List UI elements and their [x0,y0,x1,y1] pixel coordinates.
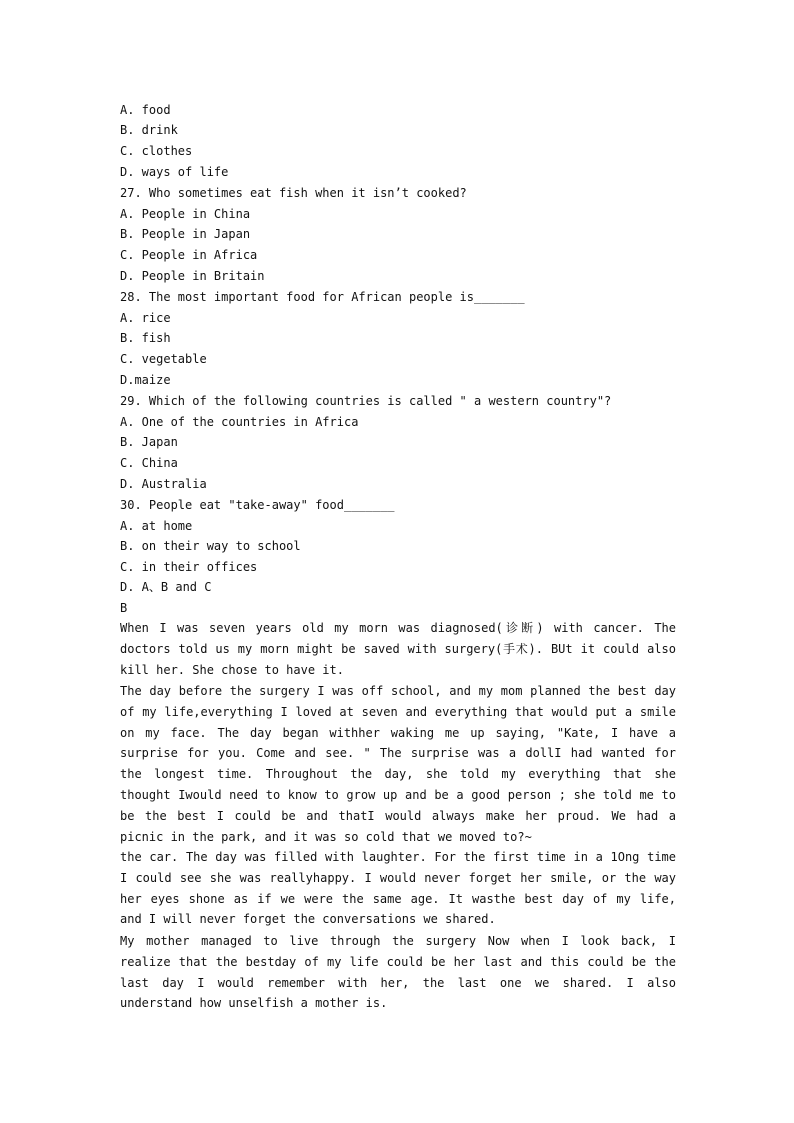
q29-option-a: A. One of the countries in Africa [120,415,359,429]
passage-b-label: B [120,601,128,615]
passage-paragraph-1: When I was seven years old my morn was diagnosed(诊断) with cancer. The doctors told us my morn might be saved with surgery(手术). BUt it could also kill her. She chose to have it. [120,621,676,677]
q26-option-b: B. drink [120,123,178,137]
q27-option-b: B. People in Japan [120,227,251,241]
q27-option-c: C. People in Africa [120,248,258,262]
q27-question: 27. Who sometimes eat fish when it isn’t cooked? [120,186,467,200]
q26-option-a: A. food [120,103,171,117]
q28-option-c: C. vegetable [120,352,207,366]
q29-question: 29. Which of the following countries is called " a western country"? [120,394,612,408]
passage-paragraph-4: My mother managed to live through the surgery Now when I look back, I realize that the bestday of my life could be her last and this could be the last day I would remember with her, the last one we shared. I also understand how unselfish a mother is. [120,934,676,1011]
q26-option-d: D. ways of life [120,165,229,179]
q28-option-d: D.maize [120,373,171,387]
q30-option-b: B. on their way to school [120,539,301,553]
q29-option-b: B. Japan [120,435,178,449]
q27-option-d: D. People in Britain [120,269,265,283]
q27-option-a: A. People in China [120,207,251,221]
q29-option-c: C. China [120,456,178,470]
q30-option-c: C. in their offices [120,560,258,574]
passage-paragraph-2: The day before the surgery I was off school, and my mom planned the best day of my life,everything I loved at seven and everything that would put a smile on my face. The day began withher waking me up saying, "Kate, I have a surprise for you. Come and see. " The surprise was a dollI had wanted for the longest time. Throughout the day, she told my everything that she thought Iwould need to know to grow up and be a good person ; she told me to be the best I could be and thatI would always make her proud. We had a picnic in the park, and it was so cold that we moved to?~ [120,684,676,844]
q28-option-b: B. fish [120,331,171,345]
q30-question: 30. People eat "take-away" food_______ [120,498,395,512]
q28-option-a: A. rice [120,311,171,325]
q28-question: 28. The most important food for African people is_______ [120,290,525,304]
q30-option-d: D. A、B and C [120,580,212,594]
passage-paragraph-3: the car. The day was filled with laughter. For the first time in a 1Ong time I could see she was reallyhappy. I would never forget her smile, or the way her eyes shone as if we were the same age. It wasthe best day of my life, and I will never forget the conversations we shared. [120,850,676,927]
q29-option-d: D. Australia [120,477,207,491]
q26-option-c: C. clothes [120,144,193,158]
q30-option-a: A. at home [120,519,193,533]
